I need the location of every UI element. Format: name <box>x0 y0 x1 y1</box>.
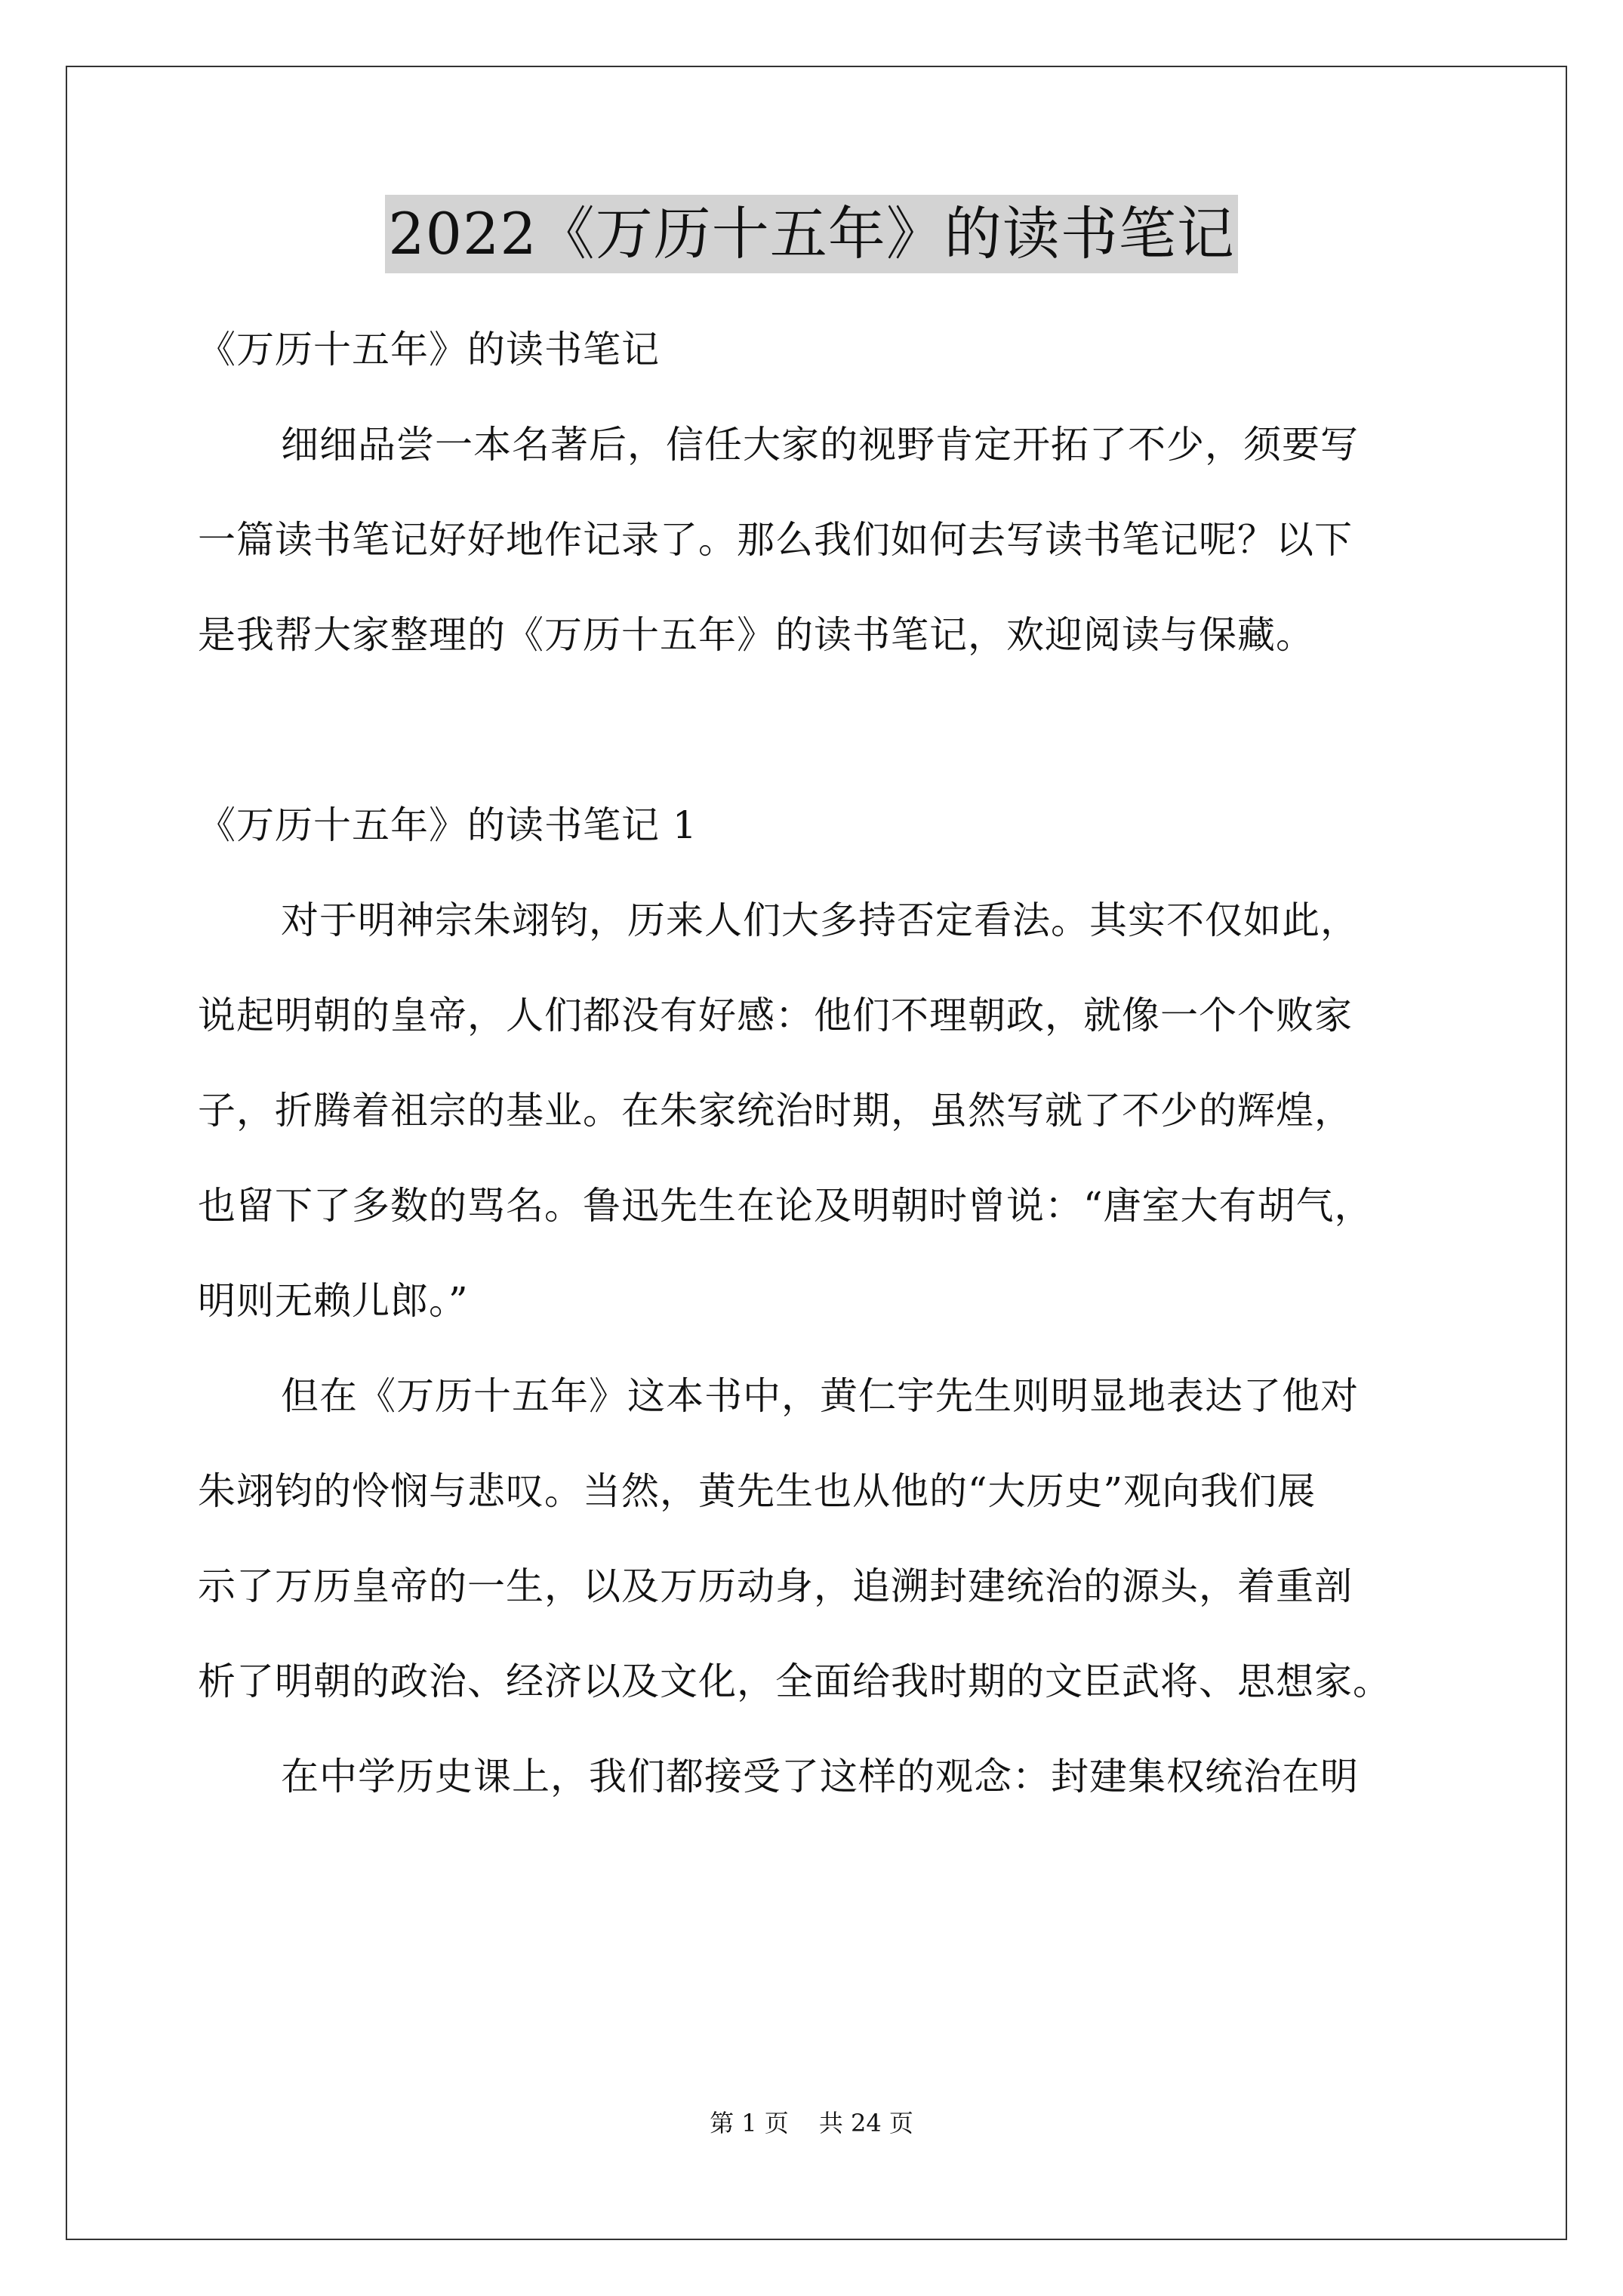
intro-heading: 《万历十五年》的读书笔记 <box>198 328 660 371</box>
paragraph-line: 子，折腾着祖宗的基业。在朱家统治时期，虽然写就了不少的辉煌， <box>198 1089 1353 1133</box>
paragraph-line: 示了万历皇帝的一生，以及万历动身，追溯封建统治的源头，着重剖 <box>198 1564 1353 1608</box>
document-body <box>198 302 1436 1824</box>
section-heading: 《万历十五年》的读书笔记 1 <box>198 803 698 847</box>
paragraph-line: 对于明神宗朱翊钧，历来人们大多持否定看法。其实不仅如此， <box>281 898 1359 942</box>
page-total: 共 24 页 <box>818 2109 913 2137</box>
paragraph-line: 也留下了多数的骂名。鲁迅先生在论及明朝时曾说：“唐室大有胡气， <box>198 1184 1373 1228</box>
paragraph-line: 说起明朝的皇帝，人们都没有好感：他们不理朝政，就像一个个败家 <box>198 994 1353 1037</box>
title-container <box>0 195 1623 273</box>
page-number: 第 1 页 <box>710 2109 789 2137</box>
document-title: 2022《万历十五年》的读书笔记 <box>385 195 1237 273</box>
blank-line <box>198 683 1436 778</box>
paragraph-line: 朱翊钧的怜悯与悲叹。当然，黄先生也从他的“大历史”观向我们展 <box>198 1469 1317 1513</box>
paragraph-line: 明则无赖儿郎。” <box>198 1279 469 1323</box>
page-footer <box>0 2106 1623 2140</box>
paragraph-line: 细细品尝一本名著后，信任大家的视野肯定开拓了不少，须要写 <box>281 423 1359 467</box>
paragraph-line: 在中学历史课上，我们都接受了这样的观念：封建集权统治在明 <box>281 1755 1359 1798</box>
paragraph-line: 析了明朝的政治、经济以及文化，全面给我时期的文臣武将、思想家。 <box>198 1660 1391 1703</box>
paragraph-line: 是我帮大家整理的《万历十五年》的读书笔记，欢迎阅读与保藏。 <box>198 613 1314 657</box>
paragraph-line: 但在《万历十五年》这本书中，黄仁宇先生则明显地表达了他对 <box>281 1374 1359 1418</box>
paragraph-line: 一篇读书笔记好好地作记录了。那么我们如何去写读书笔记呢？以下 <box>198 518 1353 562</box>
